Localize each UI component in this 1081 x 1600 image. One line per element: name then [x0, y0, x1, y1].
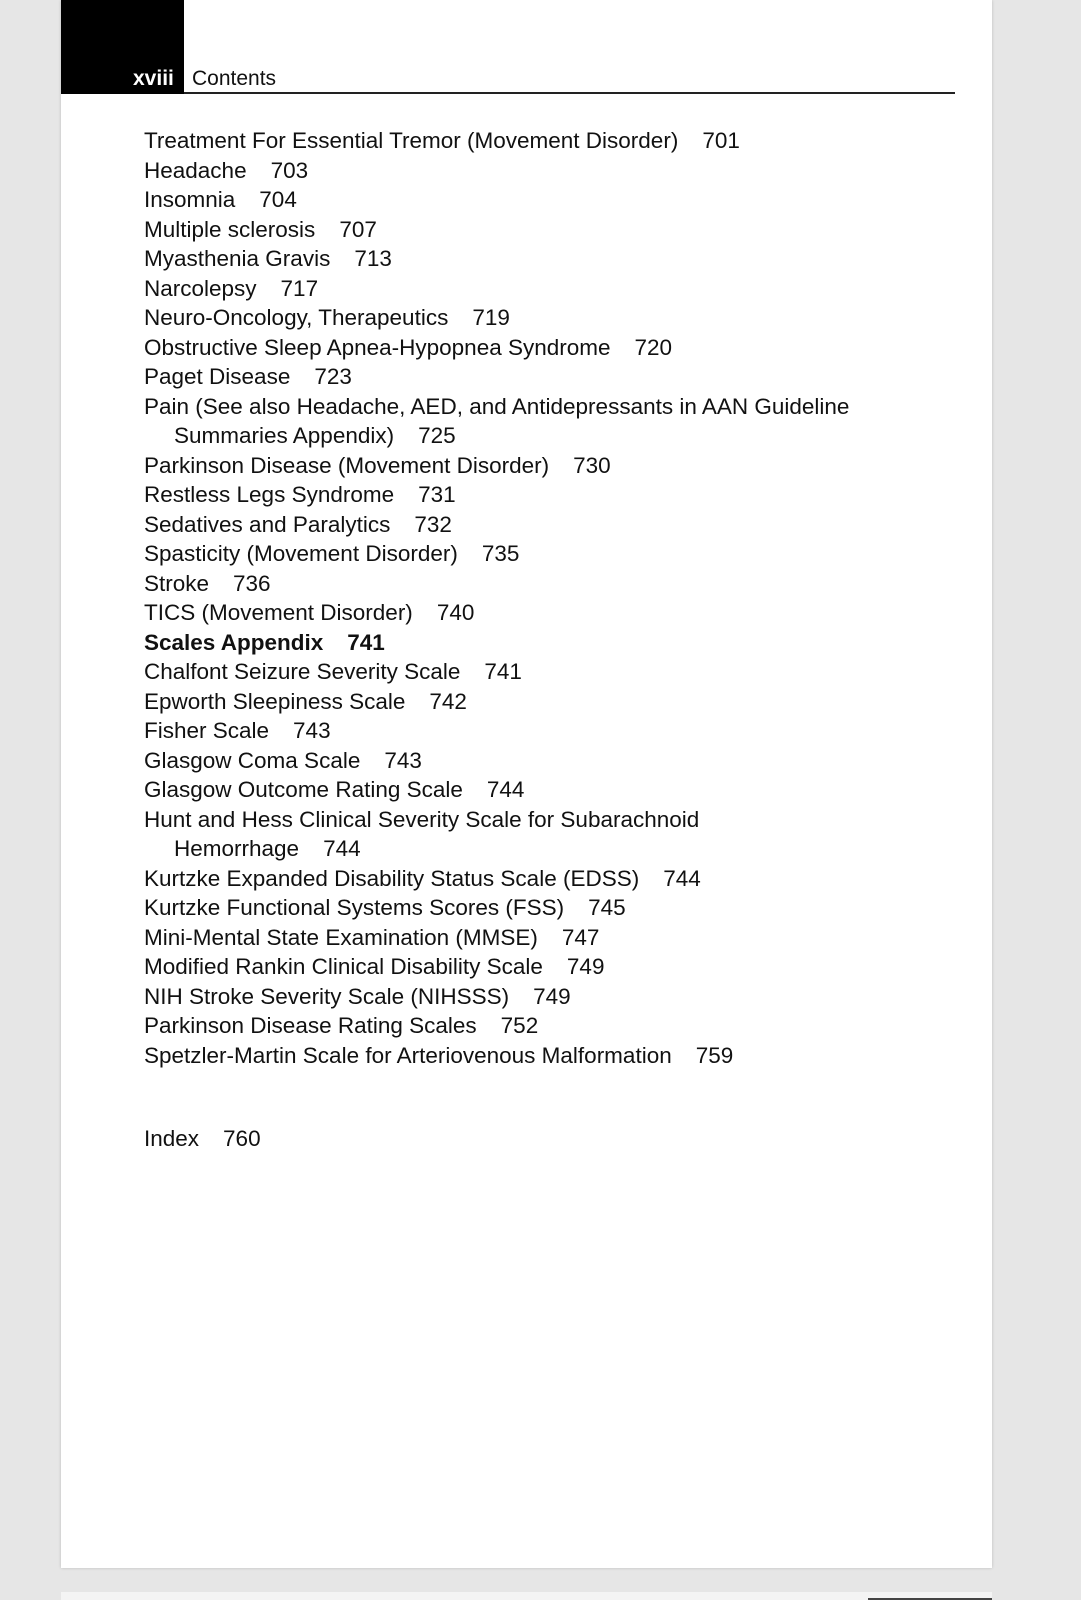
toc-entry-title: Myasthenia Gravis — [144, 246, 331, 271]
toc-entry-page: 747 — [561, 924, 600, 950]
toc-entry-page: 723 — [314, 364, 352, 389]
toc-entry-page: 743 — [293, 718, 331, 743]
toc-entry-title: Restless Legs Syndrome — [144, 482, 395, 507]
toc-entry-title: Paget Disease — [144, 364, 291, 389]
toc-entry — [144, 657, 964, 687]
page-number: xviii — [133, 67, 174, 90]
toc-entry-page: 740 — [436, 600, 475, 625]
toc-entry-title: Kurtzke Functional Systems Scores (FSS) — [144, 895, 565, 920]
toc-entry-title: Modified Rankin Clinical Disability Scale — [144, 954, 543, 979]
toc-entry-page: 704 — [259, 187, 297, 212]
toc-entry-title: Multiple sclerosis — [144, 216, 316, 242]
toc-entry-page: 744 — [663, 865, 701, 891]
toc-entry — [144, 156, 964, 186]
toc-entry-page: 703 — [270, 157, 309, 183]
toc-entry — [144, 126, 964, 156]
toc-entry-continuation-text: Summaries Appendix) — [174, 423, 395, 448]
toc-entry — [144, 451, 964, 481]
toc-list — [144, 126, 964, 1070]
toc-entry-page: 743 — [384, 747, 422, 773]
toc-entry — [144, 982, 964, 1012]
toc-entry-title: Headache — [144, 157, 247, 183]
toc-entry-title: Neuro-Oncology, Therapeutics — [144, 305, 449, 330]
toc-entry — [144, 687, 964, 717]
toc-entry — [144, 303, 964, 333]
toc-entry-title: Glasgow Coma Scale — [144, 747, 361, 773]
toc-entry-continuation-text: Hemorrhage — [174, 836, 300, 861]
toc-entry-title: Insomnia — [144, 187, 236, 212]
toc-entry — [144, 539, 964, 569]
toc-entry-page: 717 — [280, 275, 319, 301]
toc-entry-title: Epworth Sleepiness Scale — [144, 688, 406, 714]
toc-entry — [144, 775, 964, 805]
next-page-edge — [61, 1592, 992, 1600]
toc-entry-page: 749 — [566, 954, 605, 979]
toc-entry-page: 744 — [486, 777, 525, 802]
toc-entry-title: Parkinson Disease (Movement Disorder) — [144, 452, 550, 478]
toc-entry — [144, 952, 964, 982]
toc-entry — [144, 805, 964, 864]
toc-entry-title: Sedatives and Paralytics — [144, 511, 391, 537]
toc-entry-title: Mini-Mental State Examination (MMSE) — [144, 924, 538, 950]
toc-entry-page: 744 — [323, 836, 361, 861]
toc-entry-title: Obstructive Sleep Apnea-Hypopnea Syndrome — [144, 334, 611, 360]
toc-index-page: 760 — [223, 1126, 261, 1151]
toc-entry-title: Treatment For Essential Tremor (Movement Disorder) — [144, 128, 679, 153]
toc-entry-title: Spetzler-Martin Scale for Arteriovenous Malformation — [144, 1042, 672, 1068]
toc-entry — [144, 362, 964, 392]
toc-entry-title: TICS (Movement Disorder) — [144, 600, 413, 625]
toc-entry-title: Chalfont Seizure Severity Scale — [144, 659, 461, 684]
toc-entry-title: Spasticity (Movement Disorder) — [144, 541, 458, 566]
toc-entry-page: 720 — [634, 334, 673, 360]
toc-entry-title: Fisher Scale — [144, 718, 270, 743]
toc-entry-page: 749 — [533, 983, 571, 1009]
toc-entry-page: 736 — [233, 570, 271, 596]
toc-entry-title: Parkinson Disease Rating Scales — [144, 1013, 477, 1038]
toc-entry — [144, 716, 964, 746]
toc-entry-title: Stroke — [144, 570, 210, 596]
toc-entry-page: 741 — [484, 659, 522, 684]
toc-entry — [144, 1011, 964, 1041]
toc-entry-page: 759 — [695, 1042, 734, 1068]
toc-entry-page: 701 — [702, 128, 740, 153]
toc-entry-title: Pain (See also Headache, AED, and Antidepressants in AAN Guideline — [144, 393, 850, 419]
toc-entry-title: NIH Stroke Severity Scale (NIHSSS) — [144, 983, 510, 1009]
toc-entry-page: 735 — [481, 541, 520, 566]
toc-entry-continuation — [144, 834, 964, 864]
toc-entry-title: Narcolepsy — [144, 275, 257, 301]
header-rule — [184, 92, 955, 94]
toc-entry — [144, 598, 964, 628]
toc-entry-page: 725 — [418, 423, 456, 448]
toc-entry-title: Glasgow Outcome Rating Scale — [144, 777, 463, 802]
toc-entry — [144, 569, 964, 599]
toc-entry — [144, 185, 964, 215]
page-header — [61, 0, 895, 94]
toc-entry-title: Kurtzke Expanded Disability Status Scale (EDSS) — [144, 865, 640, 891]
toc-entry — [144, 864, 964, 894]
toc-entry — [144, 923, 964, 953]
book-page — [61, 0, 992, 1568]
toc-entry-page: 713 — [354, 246, 392, 271]
toc-entry-title: Hunt and Hess Clinical Severity Scale for Subarachnoid — [144, 806, 700, 832]
toc-section-heading — [144, 628, 964, 658]
toc-entry — [144, 1041, 964, 1071]
toc-entry — [144, 244, 964, 274]
toc-index-title: Index — [144, 1126, 200, 1151]
toc-entry-title: Scales Appendix — [144, 629, 324, 655]
toc-entry-page: 730 — [573, 452, 611, 478]
toc-entry-continuation — [144, 421, 964, 451]
toc-entry-page: 741 — [347, 629, 385, 655]
toc-entry-page: 719 — [472, 305, 510, 330]
toc-index-entry — [144, 1124, 261, 1154]
toc-entry-page: 742 — [429, 688, 467, 714]
toc-entry — [144, 274, 964, 304]
toc-entry — [144, 215, 964, 245]
toc-entry-page: 745 — [588, 895, 626, 920]
toc-entry — [144, 893, 964, 923]
toc-entry — [144, 333, 964, 363]
toc-entry-page: 731 — [418, 482, 456, 507]
toc-entry — [144, 392, 964, 451]
running-head: Contents — [192, 67, 277, 90]
toc-entry — [144, 510, 964, 540]
toc-entry — [144, 746, 964, 776]
toc-entry-page: 707 — [339, 216, 377, 242]
toc-entry-page: 732 — [414, 511, 452, 537]
toc-entry — [144, 480, 964, 510]
toc-entry-page: 752 — [500, 1013, 539, 1038]
